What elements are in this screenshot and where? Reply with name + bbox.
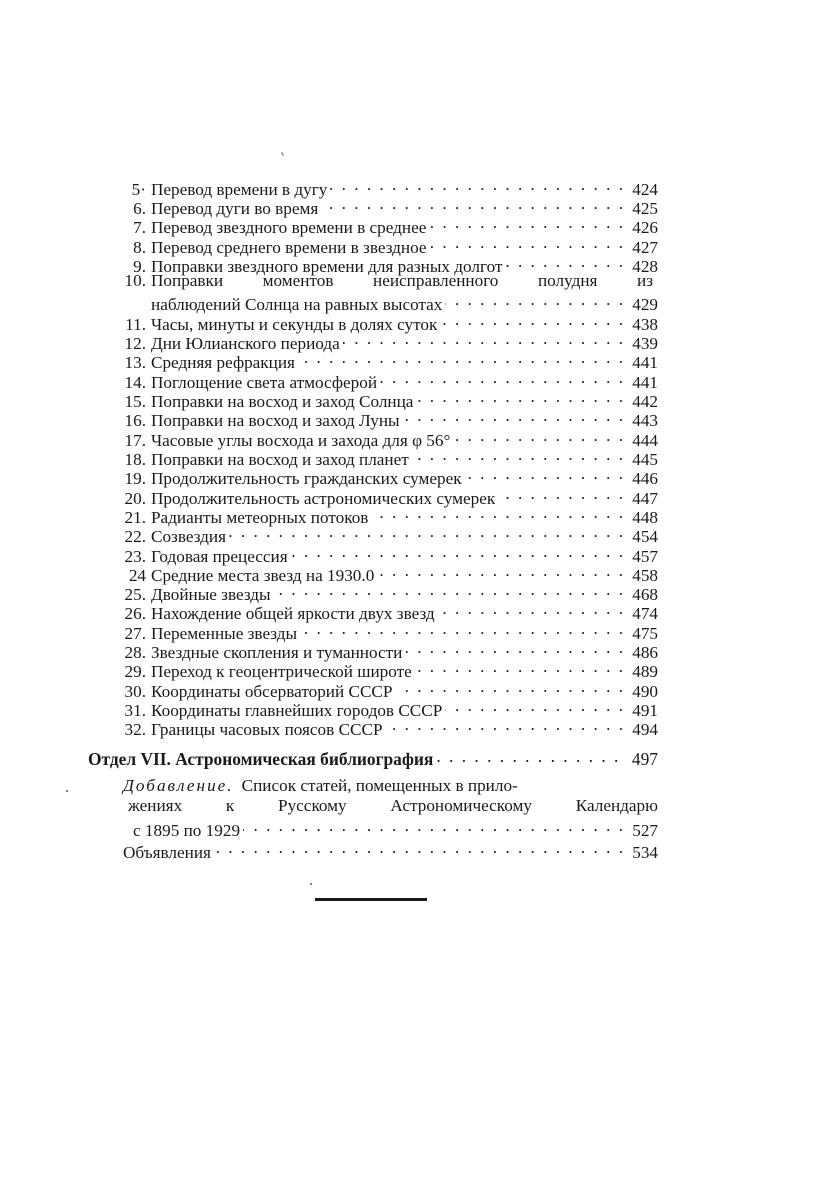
addendum-line3: с 1895 по 1929 [133, 821, 241, 840]
toc-entry [120, 580, 658, 604]
entry-title: Часовые углы восхода и захода для φ 56° [151, 431, 451, 450]
dot-leader [386, 715, 625, 735]
entry-page: 428 [632, 257, 658, 276]
toc-entry [120, 542, 658, 566]
dot-leader [229, 522, 625, 542]
entry-title: Дни Юлианского периода [151, 334, 340, 353]
entry-number: 8. [133, 238, 146, 257]
entry-number: 11. [125, 315, 146, 334]
scan-speck [66, 790, 68, 792]
dot-leader [445, 290, 625, 310]
toc-entry [120, 677, 658, 701]
scan-speck [310, 883, 312, 885]
end-rule [315, 898, 427, 901]
toc-entry [120, 213, 658, 237]
toc-entry [120, 484, 658, 508]
dot-leader [214, 838, 625, 858]
toc-entry [120, 696, 658, 720]
ads-entry [123, 838, 658, 862]
toc-entry [120, 252, 658, 276]
entry-title: Двойные звезды [151, 585, 271, 604]
dot-leader [330, 175, 625, 195]
entry-page: 441 [632, 373, 658, 392]
entry-page: 474 [632, 604, 658, 623]
entry-number: 13. [124, 353, 146, 372]
addendum-label: Добавление. [123, 776, 234, 795]
entry-page: 447 [632, 489, 658, 508]
entry-title: Перевод времени в дугу [151, 180, 328, 199]
entry-title: Часы, минуты и секунды в долях суток [151, 315, 438, 334]
entry-number: 15. [124, 392, 146, 411]
section-title: Отдел VII. Астрономическая библиография [88, 749, 434, 769]
dot-leader [371, 503, 625, 523]
entry-page: 448 [632, 508, 658, 527]
entry-page: 489 [632, 662, 658, 681]
entry-title: Поглощение света атмосферой [151, 373, 378, 392]
toc-entry [120, 368, 658, 392]
entry-number: 21. [124, 508, 146, 527]
dot-leader [274, 580, 625, 600]
dot-leader [498, 484, 625, 504]
toc-entry [120, 561, 658, 585]
toc-entry [120, 657, 658, 681]
toc-entry [120, 715, 658, 739]
entry-number: 6. [133, 199, 146, 218]
entry-page: 468 [632, 585, 658, 604]
entry-number: 27. [124, 624, 146, 643]
entry-page: 446 [632, 469, 658, 488]
toc-entry-multiline [120, 271, 658, 314]
entry-title: Перевод звездного времени в среднее [151, 218, 427, 237]
entry-page: 475 [632, 624, 658, 643]
entry-title: Перевод дуги во время [151, 199, 319, 218]
entry-title: Средняя рефракция [151, 353, 295, 372]
dot-leader [377, 561, 625, 581]
entry-number: 30. [124, 682, 146, 701]
entry-number: 23. [124, 547, 146, 566]
toc-entry [120, 329, 658, 353]
section-heading [88, 745, 658, 767]
dot-leader [445, 696, 625, 716]
entry-title: Координаты главнейших городов СССР [151, 701, 443, 720]
entry-page: 494 [632, 720, 658, 739]
entry-title: Звездные скопления и туманности [151, 643, 403, 662]
entry-number: 9. [133, 257, 146, 276]
entry-number: 24 [128, 566, 146, 585]
entry-number: 16. [124, 411, 146, 430]
dot-leader [412, 445, 625, 465]
dot-leader [505, 252, 625, 272]
entry-page: 491 [632, 701, 658, 720]
entry-page: 486 [632, 643, 658, 662]
dot-leader [438, 599, 625, 619]
entry-number: 26. [124, 604, 146, 623]
dot-leader [430, 233, 625, 253]
entry-page: 426 [632, 218, 658, 237]
dot-leader [300, 619, 625, 639]
entry-number: 28. [124, 643, 146, 662]
dot-leader [440, 310, 625, 330]
entry-title-line1: Поправки моментов неисправленного полудня из [151, 271, 653, 290]
entry-number: 22. [124, 527, 146, 546]
addendum-entry [123, 776, 658, 840]
entry-title: Поправки на восход и заход планет [151, 450, 409, 469]
addendum-line1: Список статей, помещенных в прило- [241, 776, 518, 795]
entry-page: 443 [632, 411, 658, 430]
entry-title: Поправки на восход и заход Луны [151, 411, 400, 430]
dot-leader [243, 816, 625, 836]
entry-title: Годовая прецессия [151, 547, 288, 566]
toc-entry [120, 175, 658, 199]
entry-title: Поправки на восход и заход Солнца [151, 392, 414, 411]
entry-title: Перевод среднего времени в звездное [151, 238, 427, 257]
entry-page: 439 [632, 334, 658, 353]
addendum-page: 527 [632, 821, 658, 840]
entry-page: 427 [632, 238, 658, 257]
entry-number: 14. [124, 373, 146, 392]
entry-number: 20. [124, 489, 146, 508]
entry-page: 424 [632, 180, 658, 199]
entry-page: 454 [632, 527, 658, 546]
entry-number: 7. [133, 218, 146, 237]
entry-number: 12. [124, 334, 146, 353]
dot-leader [416, 387, 625, 407]
toc-entry [120, 464, 658, 488]
toc-entry [120, 406, 658, 430]
dot-leader [395, 677, 625, 697]
entry-page: 441 [632, 353, 658, 372]
entry-page: 445 [632, 450, 658, 469]
entry-number: 25. [124, 585, 146, 604]
toc-entry [120, 638, 658, 662]
dot-leader [429, 213, 625, 233]
dot-leader [298, 348, 625, 368]
entry-title: Продолжительность гражданских сумерек [151, 469, 462, 488]
toc-entry [120, 426, 658, 450]
section-page: 497 [631, 749, 658, 769]
entry-number: 32. [124, 720, 146, 739]
entry-title: Координаты обсерваторий СССР [151, 682, 393, 701]
entry-page: 438 [632, 315, 658, 334]
toc-entry [120, 387, 658, 411]
entry-page: 425 [632, 199, 658, 218]
scan-speck [281, 152, 284, 156]
entry-title: Границы часовых поясов СССР [151, 720, 383, 739]
entry-title: Нахождение общей яркости двух звезд [151, 604, 435, 623]
entry-title: Поправки звездного времени для разных долгот [151, 257, 503, 276]
ads-page: 534 [632, 843, 658, 862]
toc-entry [120, 619, 658, 643]
entry-number: 5· [131, 180, 146, 199]
dot-leader [453, 426, 625, 446]
dot-leader [403, 406, 625, 426]
dot-leader [465, 464, 625, 484]
entry-title: Радианты метеорных потоков [151, 508, 369, 527]
entry-title: Продолжительность астрономических сумерек [151, 489, 496, 508]
entry-page: 442 [632, 392, 658, 411]
entry-title: Переход к геоцентрической широте [151, 662, 412, 681]
toc-entry [120, 233, 658, 257]
addendum-line2: жениях к Русскому Астрономическому Календарю [128, 796, 658, 815]
ads-title: Объявления [123, 843, 211, 862]
dot-leader [380, 368, 625, 388]
entry-number: 18. [124, 450, 146, 469]
toc-entry [120, 522, 658, 546]
toc-entry [120, 194, 658, 218]
entry-number: 17. [124, 431, 146, 450]
dot-leader [436, 745, 625, 765]
toc-entry [120, 445, 658, 469]
dot-leader [405, 638, 625, 658]
entry-title-line2: наблюдений Солнца на равных высотах [151, 295, 443, 314]
toc-entry [120, 599, 658, 623]
toc-entry [120, 310, 658, 334]
entry-number: 31. [124, 701, 146, 720]
toc-entry [120, 348, 658, 372]
dot-leader [343, 329, 625, 349]
entry-page: 457 [632, 547, 658, 566]
entry-number: 19. [124, 469, 146, 488]
entry-title: Созвездия [151, 527, 227, 546]
dot-leader [291, 542, 625, 562]
entry-page: 429 [632, 295, 658, 314]
toc-entry [120, 503, 658, 527]
entry-page: 444 [632, 431, 658, 450]
entry-number: 10. [124, 271, 146, 290]
entry-number: 29. [124, 662, 146, 681]
entry-page: 490 [632, 682, 658, 701]
entry-page: 458 [632, 566, 658, 585]
dot-leader [415, 657, 625, 677]
dot-leader [321, 194, 625, 214]
entry-title: Переменные звезды [151, 624, 298, 643]
entry-title: Средние места звезд на 1930.0 [151, 566, 375, 585]
